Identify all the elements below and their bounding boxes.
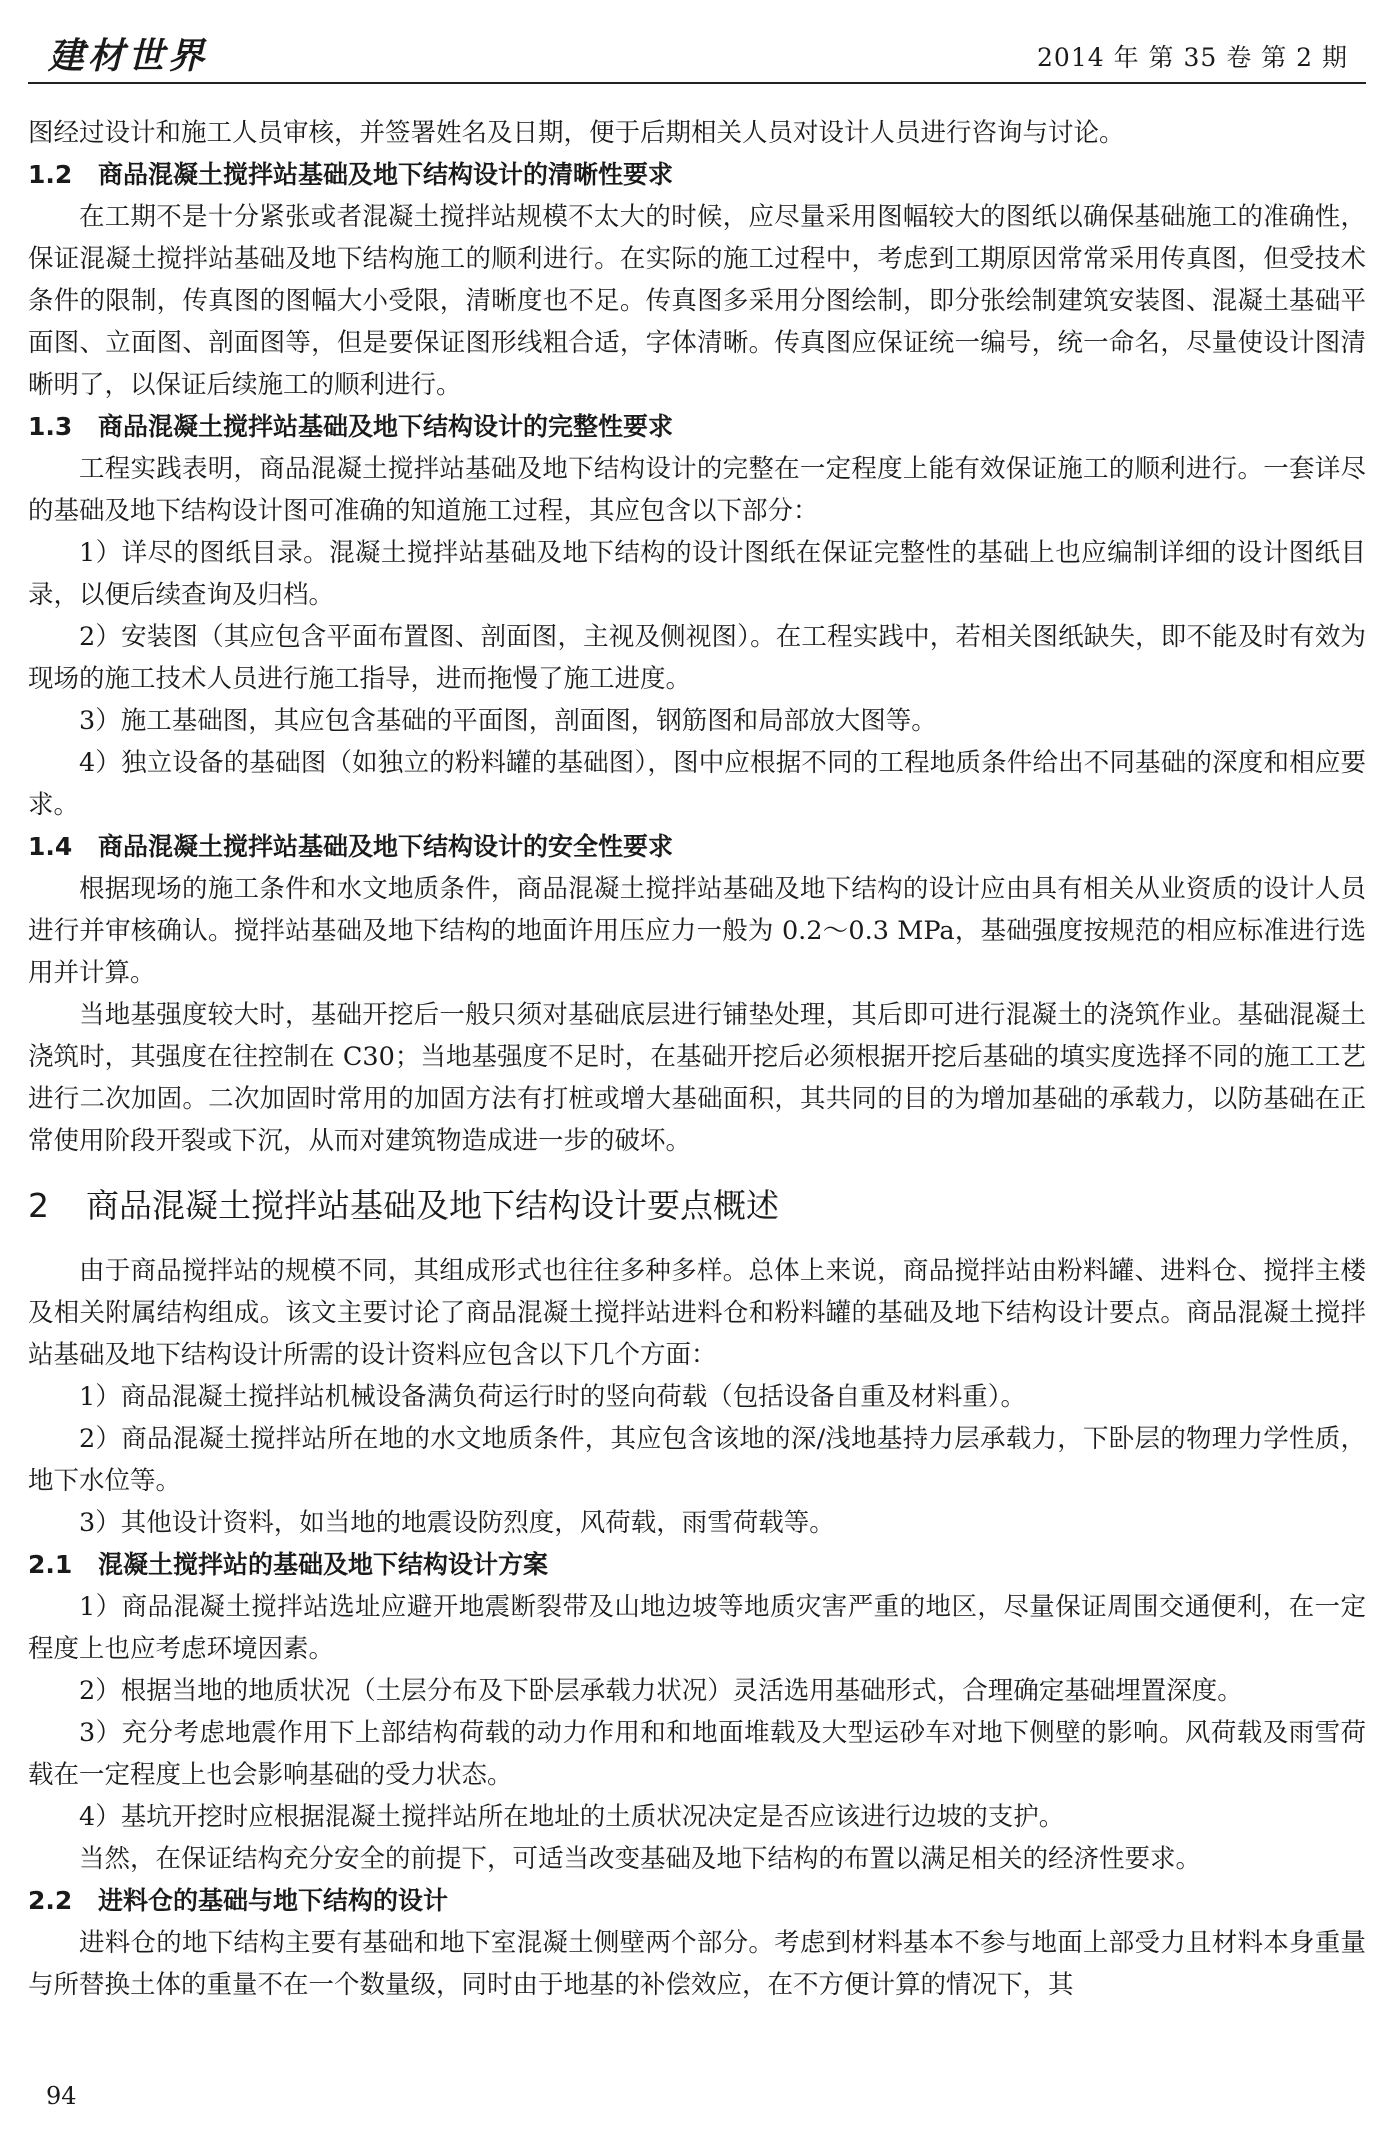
paragraph: 3）充分考虑地震作用下上部结构荷载的动力作用和和地面堆载及大型运砂车对地下侧壁的影响。风荷载及雨雪荷载在一定程度上也会影响基础的受力状态。 [28,1718,1366,1790]
page-number: 94 [46,2082,77,2110]
paragraph: 3）其他设计资料，如当地的地震设防烈度，风荷载，雨雪荷载等。 [79,1508,835,1538]
heading-text: 商品混凝土搅拌站基础及地下结构设计的完整性要求 [98,412,674,441]
paragraph: 当地基强度较大时，基础开挖后一般只须对基础底层进行铺垫处理，其后即可进行混凝土的浇筑作业。基础混凝土浇筑时，其强度在往控制在 C30；当地基强度不足时，在基础开挖后必须根据开挖后基础的填实度选择不同的施工工艺进行二次加固。二次加固时常用的加固方法有打桩或增大基础面积，其共同的目的为增加基础的承载力，以防基础在正常使用阶段开裂或下沉，从而对建筑物造成进一步的破坏。 [28,1000,1366,1156]
paragraph: 进料仓的地下结构主要有基础和地下室混凝土侧壁两个部分。考虑到材料基本不参与地面上部受力且材料本身重量与所替换土体的重量不在一个数量级，同时由于地基的补偿效应，在不方便计算的情况下，其 [28,1928,1366,2000]
paragraph: 在工期不是十分紧张或者混凝土搅拌站规模不太大的时候，应尽量采用图幅较大的图纸以确保基础施工的准确性，保证混凝土搅拌站基础及地下结构施工的顺利进行。在实际的施工过程中，考虑到工期原因常常采用传真图，但受技术条件的限制，传真图的图幅大小受限，清晰度也不足。传真图多采用分图绘制，即分张绘制建筑安装图、混凝土基础平面图、立面图、剖面图等，但是要保证图形线粗合适，字体清晰。传真图应保证统一编号，统一命名，尽量使设计图清晰明了，以保证后续施工的顺利进行。 [28,202,1366,400]
paragraph: 2）根据当地的地质状况（土层分布及下卧层承载力状况）灵活选用基础形式，合理确定基础埋置深度。 [79,1676,1243,1706]
heading-text: 混凝土搅拌站的基础及地下结构设计方案 [98,1550,549,1579]
paragraph: 图经过设计和施工人员审核，并签署姓名及日期，便于后期相关人员对设计人员进行咨询与讨论。 [28,118,1125,148]
paragraph: 2）商品混凝土搅拌站所在地的水文地质条件，其应包含该地的深/浅地基持力层承载力，下卧层的物理力学性质，地下水位等。 [28,1424,1366,1496]
subsection-heading [28,406,1366,448]
paragraph: 4）独立设备的基础图（如独立的粉料罐的基础图），图中应根据不同的工程地质条件给出不同基础的深度和相应要求。 [28,748,1366,820]
subsection-heading [28,1880,1366,1922]
journal-logo: 建材世界 [48,36,209,77]
page-header [28,22,1366,84]
paragraph: 根据现场的施工条件和水文地质条件，商品混凝土搅拌站基础及地下结构的设计应由具有相关从业资质的设计人员进行并审核确认。搅拌站基础及地下结构的地面许用压应力一般为 0.2～0.3 MPa，基础强度按规范的相应标准进行选用并计算。 [28,874,1366,988]
heading-text: 商品混凝土搅拌站基础及地下结构设计的清晰性要求 [98,160,674,189]
paragraph: 1）详尽的图纸目录。混凝土搅拌站基础及地下结构的设计图纸在保证完整性的基础上也应编制详细的设计图纸目录，以便后续查询及归档。 [28,538,1366,610]
article-body [28,112,1366,2006]
paragraph: 3）施工基础图，其应包含基础的平面图，剖面图，钢筋图和局部放大图等。 [79,706,937,736]
heading-number: 2.2 [28,1886,73,1915]
paragraph: 1）商品混凝土搅拌站机械设备满负荷运行时的竖向荷载（包括设备自重及材料重）。 [79,1382,1026,1412]
paragraph: 工程实践表明，商品混凝土搅拌站基础及地下结构设计的完整在一定程度上能有效保证施工的顺利进行。一套详尽的基础及地下结构设计图可准确的知道施工过程，其应包含以下部分： [28,454,1366,526]
heading-text: 进料仓的基础与地下结构的设计 [98,1886,449,1915]
subsection-heading [28,1544,1366,1586]
heading-text: 商品混凝土搅拌站基础及地下结构设计要点概述 [86,1186,779,1225]
heading-number: 1.4 [28,832,73,861]
heading-number: 1.2 [28,160,73,189]
paragraph: 当然，在保证结构充分安全的前提下，可适当改变基础及地下结构的布置以满足相关的经济性要求。 [79,1844,1202,1874]
heading-text: 商品混凝土搅拌站基础及地下结构设计的安全性要求 [98,832,674,861]
subsection-heading [28,154,1366,196]
paragraph: 2）安装图（其应包含平面布置图、剖面图，主视及侧视图）。在工程实践中，若相关图纸缺失，即不能及时有效为现场的施工技术人员进行施工指导，进而拖慢了施工进度。 [28,622,1366,694]
section-heading [28,1184,1366,1228]
paragraph: 4）基坑开挖时应根据混凝土搅拌站所在地址的土质状况决定是否应该进行边坡的支护。 [79,1802,1065,1832]
issue-info: 2014 年 第 35 卷 第 2 期 [1037,43,1348,72]
heading-number: 2 [28,1186,49,1225]
paragraph: 由于商品搅拌站的规模不同，其组成形式也往往多种多样。总体上来说，商品搅拌站由粉料罐、进料仓、搅拌主楼及相关附属结构组成。该文主要讨论了商品混凝土搅拌站进料仓和粉料罐的基础及地下结构设计要点。商品混凝土搅拌站基础及地下结构设计所需的设计资料应包含以下几个方面： [28,1256,1366,1370]
heading-number: 2.1 [28,1550,73,1579]
subsection-heading [28,826,1366,868]
heading-number: 1.3 [28,412,73,441]
paragraph: 1）商品混凝土搅拌站选址应避开地震断裂带及山地边坡等地质灾害严重的地区，尽量保证周围交通便利，在一定程度上也应考虑环境因素。 [28,1592,1366,1664]
